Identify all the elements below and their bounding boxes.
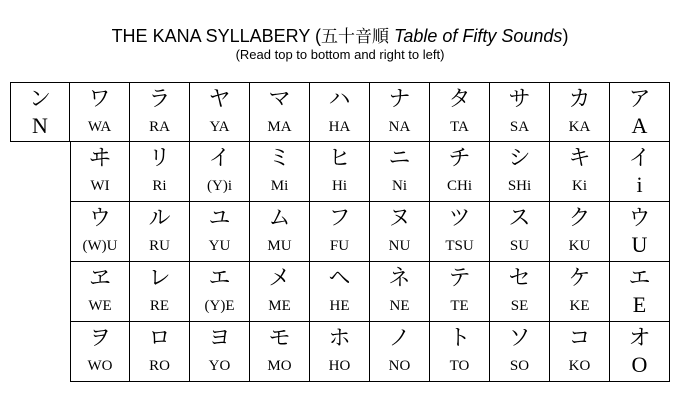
romaji-label: E [632,292,647,317]
kana-char: ユ [208,206,231,231]
kana-char: ヤ [208,87,231,112]
kana-char: ク [568,206,591,231]
table-cell [610,322,670,382]
romaji-label: (Y)E [204,298,235,314]
romaji-label: O [631,352,648,377]
table-cell [430,322,490,382]
kana-char: サ [508,87,531,112]
romaji-label: TO [449,358,470,374]
table-cell [490,202,550,262]
table-cell [490,262,550,322]
kana-char: ヱ [88,266,111,291]
romaji-label: YA [209,119,230,135]
romaji-label: HO [328,358,351,374]
table-cell [190,142,250,202]
kana-char: タ [448,87,471,112]
kana-char: ヲ [88,326,111,351]
romaji-label: Ki [572,178,587,194]
table-cell [310,322,370,382]
romaji-label: TE [450,298,469,314]
kana-char: カ [568,87,591,112]
kana-char: ラ [148,87,171,112]
table-cell [310,262,370,322]
kana-char: ミ [268,146,291,171]
kana-char: イ [208,146,231,171]
table-cell [370,322,430,382]
kana-char: テ [448,266,471,291]
kana-char: ヰ [88,146,111,171]
kana-char: ヌ [388,206,411,231]
romaji-label: RO [149,358,170,374]
romaji-label: CHi [446,178,472,194]
romaji-label: KU [568,238,591,254]
table-cell [70,322,130,382]
table-cell [130,322,190,382]
table-cell [70,202,130,262]
romaji-label: (Y)i [207,178,232,194]
kana-char: ト [448,326,471,351]
romaji-label: SU [509,238,530,254]
table-cell [370,262,430,322]
kana-char: ノ [388,326,411,351]
romaji-label: ME [268,298,291,314]
kana-char: ウ [88,206,111,231]
kana-char: シ [508,146,531,171]
kana-char: ニ [388,146,411,171]
kana-char: キ [568,146,591,171]
table-cell [310,82,370,142]
table-cell [250,82,310,142]
romaji-label: KA [568,119,591,135]
kana-char: ム [268,206,291,231]
table-cell [430,262,490,322]
table-cell [130,82,190,142]
table-cell [490,82,550,142]
romaji-label: (W)U [82,238,118,254]
table-cell [430,202,490,262]
table-cell [610,82,670,142]
romaji-label: TSU [445,238,474,254]
kana-char: リ [148,146,171,171]
page-subtitle: (Read top to bottom and right to left) [235,47,445,62]
table-cell [550,322,610,382]
table-cell [70,262,130,322]
kana-char: ル [148,206,171,231]
kana-char: ン [28,87,51,112]
romaji-label: SE [510,298,529,314]
kana-char: ヨ [208,326,231,351]
table-cell [250,202,310,262]
romaji-label: WE [88,298,112,314]
romaji-label: YO [208,358,231,374]
romaji-label: SHi [507,178,532,194]
table-cell [550,82,610,142]
romaji-label: TA [450,119,469,135]
romaji-label: i [636,172,643,197]
romaji-label: N [32,113,48,138]
table-cell [70,142,130,202]
romaji-label: HA [328,119,351,135]
romaji-label: SO [509,358,530,374]
romaji-label: A [631,113,648,138]
kana-char: ソ [508,326,531,351]
kana-char: ウ [628,206,651,231]
kana-char: ホ [328,326,351,351]
kana-char: ハ [328,87,351,112]
kana-char: ロ [148,326,171,351]
table-cell [130,202,190,262]
kana-char: モ [268,326,291,351]
kana-char: オ [628,326,651,351]
kana-char: エ [628,266,651,291]
table-cell [430,82,490,142]
table-cell [190,262,250,322]
table-cell [370,202,430,262]
romaji-label: HE [329,298,350,314]
kana-char: ツ [448,206,471,231]
kana-char: ア [628,87,651,112]
romaji-label: RA [149,119,170,135]
romaji-label: NA [388,119,411,135]
table-cell [310,202,370,262]
table-cell [250,322,310,382]
table-cell [610,142,670,202]
romaji-label: NE [389,298,410,314]
romaji-label: Ri [152,178,167,194]
romaji-label: MU [267,238,292,254]
romaji-label: RE [149,298,170,314]
romaji-label: WA [87,119,112,135]
romaji-label: YU [208,238,231,254]
table-cell [610,262,670,322]
kana-char: チ [448,146,471,171]
table-cell [190,202,250,262]
title-kanji: 五十音順 [321,27,389,47]
kana-char: フ [328,206,351,231]
romaji-label: Mi [270,178,289,194]
kana-char: ケ [568,266,591,291]
table-cell [490,322,550,382]
kana-char: コ [568,326,591,351]
kana-char: マ [268,87,291,112]
romaji-label: SA [509,119,530,135]
table-cell [250,262,310,322]
romaji-label: U [631,232,648,257]
kana-char: エ [208,266,231,291]
table-cell [430,142,490,202]
title-prefix: THE KANA SYLLABERY ( [111,26,321,46]
table-cell [550,142,610,202]
romaji-label: KO [568,358,591,374]
romaji-label: MO [267,358,292,374]
kana-char: イ [628,146,651,171]
table-cell [70,82,130,142]
kana-char: レ [148,266,171,291]
kana-char: ス [508,206,531,231]
table-cell [370,82,430,142]
romaji-label: Hi [332,178,347,194]
title-italic: Table of Fifty Sounds [389,26,563,46]
table-cell [130,262,190,322]
kana-char: ワ [88,87,111,112]
table-cell [190,322,250,382]
romaji-label: WI [90,178,110,194]
table-cell [190,82,250,142]
table-cell [550,262,610,322]
table-cell [250,142,310,202]
romaji-label: NU [388,238,411,254]
table-cell [550,202,610,262]
kana-char: ナ [388,87,411,112]
kana-char: セ [508,266,531,291]
kana-char: ヘ [328,266,351,291]
romaji-label: KE [569,298,590,314]
table-cell [490,142,550,202]
romaji-label: RU [149,238,170,254]
romaji-label: WO [87,358,113,374]
title-suffix: ) [562,26,569,46]
romaji-label: FU [329,238,350,254]
romaji-label: Ni [392,178,407,194]
table-cell [310,142,370,202]
table-cell [370,142,430,202]
table-cell [10,82,70,142]
kana-char: ヒ [328,146,351,171]
kana-char: ネ [388,266,411,291]
table-cell [610,202,670,262]
romaji-label: NO [388,358,411,374]
table-cell [130,142,190,202]
romaji-label: MA [267,119,292,135]
kana-char: メ [268,266,291,291]
